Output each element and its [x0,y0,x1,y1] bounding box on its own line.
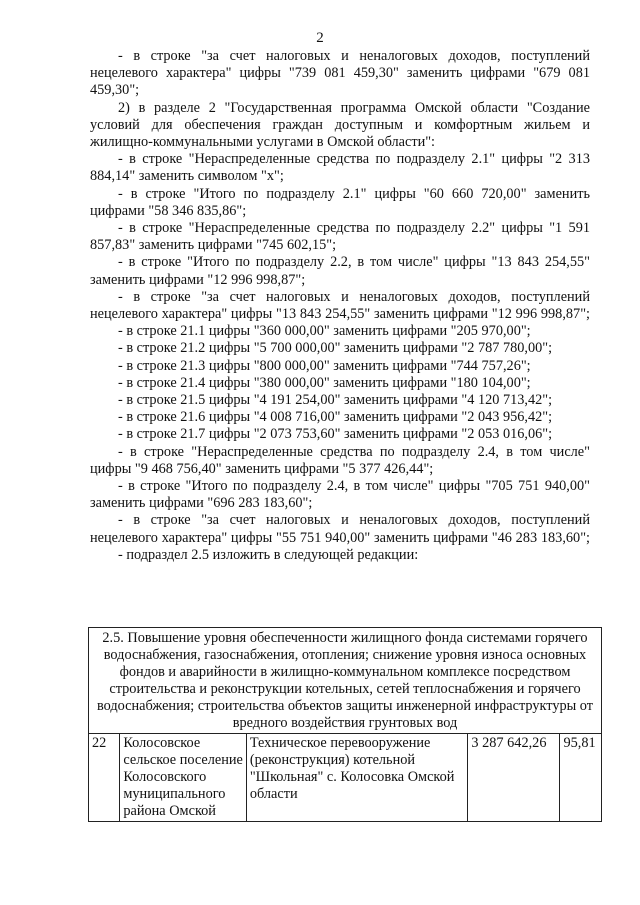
paragraph: - в строке 21.5 цифры "4 191 254,00" заменить цифрами "4 120 713,42"; [118,392,553,409]
paragraph: - в строке "Итого по подразделу 2.4, в том числе" цифры "705 751 940,00" заменить цифрами "696 283 183,60"; [90,478,590,512]
paragraph: - в строке "за счет налоговых и неналоговых доходов, поступлений нецелевого характера" цифры "13 843 254,55" заменить цифрами "12 996 998,87"; [90,288,590,323]
paragraph: - в строке 21.7 цифры "2 073 753,60" заменить цифрами "2 053 016,06"; [118,426,553,443]
row-number: 22 [89,734,120,822]
table-row [89,734,602,822]
subsection-table [88,627,602,822]
paragraph: - в строке 21.2 цифры "5 700 000,00" заменить цифрами "2 787 780,00"; [118,340,553,357]
paragraph: - в строке "Нераспределенные средства по подразделу 2.1" цифры "2 313 884,14" заменить символом "х"; [90,151,590,185]
paragraph: - в строке 21.4 цифры "380 000,00" заменить цифрами "180 104,00"; [118,374,531,391]
paragraph: - в строке 21.1 цифры "360 000,00" заменить цифрами "205 970,00"; [118,323,531,340]
paragraph: 2) в разделе 2 "Государственная программа Омской области "Создание условий для обеспечения граждан доступным и комфортным жильем и жилищно-коммунальными услугами в Омской области": [90,99,590,151]
subsection-heading: 2.5. Повышение уровня обеспеченности жилищного фонда системами горячего водоснабжения, газоснабжения, отопления; снижение уровня износа основных фондов и аварийности в жилищно-коммунальном комплексе посредством строительства и реконструкции котельных, сетей теплоснабжения и горячего водоснабжения; строительства объектов защиты инженерной инфраструктуры от вредного воздействия грунтовых вод [89,628,602,734]
paragraph: - в строке "Нераспределенные средства по подразделу 2.2" цифры "1 591 857,83" заменить цифрами "745 602,15"; [90,220,590,254]
paragraph: - в строке "Нераспределенные средства по подразделу 2.4, в том числе" цифры "9 468 756,40" заменить цифрами "5 377 426,44"; [90,443,590,477]
paragraph: - подраздел 2.5 изложить в следующей редакции: [118,546,419,563]
row-amount: 3 287 642,26 [468,734,560,822]
paragraph: - в строке "Итого по подразделу 2.1" цифры "60 660 720,00" заменить цифрами "58 346 835,86"; [90,185,590,219]
paragraph: - в строке 21.6 цифры "4 008 716,00" заменить цифрами "2 043 956,42"; [118,409,553,426]
row-organization: Колосовское сельское поселение Колосовского муниципального района Омской [120,734,246,822]
row-object: Техническое перевооружение (реконструкция) котельной "Школьная" с. Колосовка Омской области [246,734,468,822]
paragraph: - в строке "за счет налоговых и неналоговых доходов, поступлений нецелевого характера" цифры "55 751 940,00" заменить цифрами "46 283 183,60"; [90,512,590,546]
amendment-text [90,48,590,564]
paragraph: - в строке 21.3 цифры "800 000,00" заменить цифрами "744 757,26"; [118,357,531,374]
paragraph: - в строке "за счет налоговых и неналоговых доходов, поступлений нецелевого характера" цифры "739 081 459,30" заменить цифрами "679 081 459,30"; [90,48,590,99]
row-percent: 95,81 [560,734,602,822]
page-number: 2 [316,30,324,46]
table-heading-row [89,628,602,734]
paragraph: - в строке "Итого по подразделу 2.2, в том числе" цифры "13 843 254,55" заменить цифрами "12 996 998,87"; [90,254,590,288]
